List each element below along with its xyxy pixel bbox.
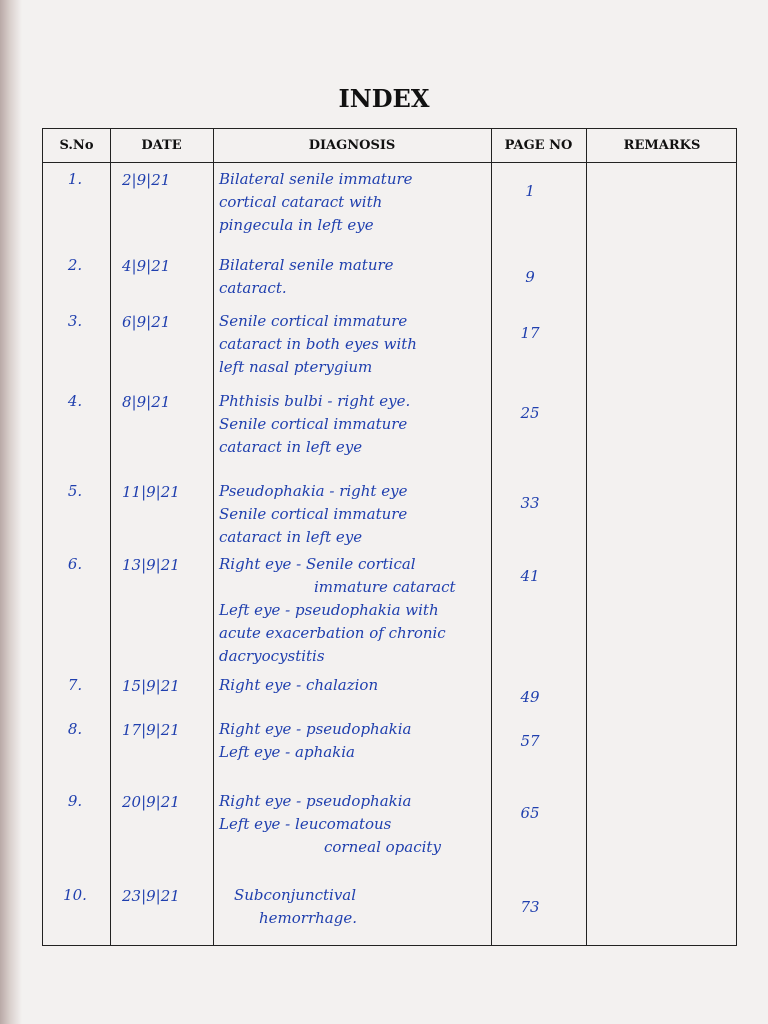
header-page-no: PAGE NO	[504, 138, 573, 153]
row-date: 6|9|21	[122, 313, 171, 331]
diagnosis-line: Right eye - Senile cortical	[219, 555, 416, 573]
diagnosis-line: Left eye - aphakia	[219, 743, 355, 761]
row-diagnosis	[219, 674, 491, 697]
row-sno: 7.	[67, 676, 83, 694]
row-sno: 10.	[63, 886, 87, 904]
column-divider	[110, 129, 111, 945]
row-date: 11|9|21	[122, 483, 180, 501]
row-diagnosis	[219, 310, 491, 379]
row-date: 23|9|21	[122, 887, 180, 905]
diagnosis-line: left nasal pterygium	[219, 358, 373, 376]
diagnosis-line: Subconjunctival	[234, 886, 357, 904]
row-page-no: 1	[525, 182, 535, 200]
diagnosis-line: corneal opacity	[324, 838, 441, 856]
row-sno: 2.	[67, 256, 83, 274]
row-page-no: 41	[520, 567, 540, 585]
diagnosis-line: cataract in left eye	[219, 528, 363, 546]
row-page-no: 49	[520, 688, 540, 706]
header-sno: S.No	[59, 138, 94, 153]
page-title: INDEX	[338, 84, 430, 113]
diagnosis-line: Left eye - pseudophakia with	[219, 601, 439, 619]
diagnosis-line: Pseudophakia - right eye	[219, 482, 408, 500]
row-page-no: 73	[520, 898, 540, 916]
diagnosis-line: Right eye - pseudophakia	[219, 720, 412, 738]
diagnosis-line: acute exacerbation of chronic	[219, 624, 446, 642]
column-divider	[491, 129, 492, 945]
row-diagnosis	[219, 553, 491, 668]
row-sno: 8.	[67, 720, 83, 738]
diagnosis-line: Bilateral senile immature	[219, 170, 413, 188]
diagnosis-line: Senile cortical immature	[219, 312, 408, 330]
row-page-no: 9	[525, 268, 535, 286]
row-page-no: 25	[520, 404, 540, 422]
diagnosis-line: Senile cortical immature	[219, 415, 408, 433]
row-sno: 6.	[67, 555, 83, 573]
diagnosis-line: dacryocystitis	[219, 647, 325, 665]
row-date: 4|9|21	[122, 257, 171, 275]
diagnosis-line: Right eye - pseudophakia	[219, 792, 412, 810]
row-sno: 3.	[67, 312, 83, 330]
header-diagnosis: DIAGNOSIS	[308, 138, 396, 153]
diagnosis-line: cataract in both eyes with	[219, 335, 417, 353]
row-date: 15|9|21	[122, 677, 180, 695]
diagnosis-line: Bilateral senile mature	[219, 256, 394, 274]
diagnosis-line: immature cataract	[314, 578, 456, 596]
header-remarks: REMARKS	[623, 138, 701, 153]
row-page-no: 57	[520, 732, 540, 750]
row-diagnosis	[219, 390, 491, 459]
row-sno: 1.	[67, 170, 83, 188]
diagnosis-line: cataract in left eye	[219, 438, 363, 456]
header-date: DATE	[141, 138, 182, 153]
row-diagnosis	[219, 884, 491, 930]
diagnosis-line: hemorrhage.	[259, 909, 357, 927]
row-sno: 5.	[67, 482, 83, 500]
diagnosis-line: Left eye - leucomatous	[219, 815, 392, 833]
row-page-no: 17	[520, 324, 540, 342]
row-page-no: 65	[520, 804, 540, 822]
row-diagnosis	[219, 254, 491, 300]
diagnosis-line: cortical cataract with	[219, 193, 383, 211]
row-date: 17|9|21	[122, 721, 180, 739]
row-diagnosis	[219, 790, 491, 859]
diagnosis-line: pingecula in left eye	[219, 216, 374, 234]
column-divider	[586, 129, 587, 945]
row-date: 20|9|21	[122, 793, 180, 811]
page-edge-shadow	[0, 0, 22, 1024]
row-sno: 4.	[67, 392, 83, 410]
diagnosis-line: cataract.	[219, 279, 287, 297]
row-sno: 9.	[67, 792, 83, 810]
row-date: 8|9|21	[122, 393, 171, 411]
diagnosis-line: Phthisis bulbi - right eye.	[219, 392, 411, 410]
row-diagnosis	[219, 718, 491, 764]
row-date: 2|9|21	[122, 171, 171, 189]
diagnosis-line: Senile cortical immature	[219, 505, 408, 523]
column-divider	[213, 129, 214, 945]
row-diagnosis	[219, 480, 491, 549]
row-page-no: 33	[520, 494, 540, 512]
row-diagnosis	[219, 168, 491, 237]
diagnosis-line: Right eye - chalazion	[219, 676, 379, 694]
row-date: 13|9|21	[122, 556, 180, 574]
header-divider	[43, 162, 736, 163]
